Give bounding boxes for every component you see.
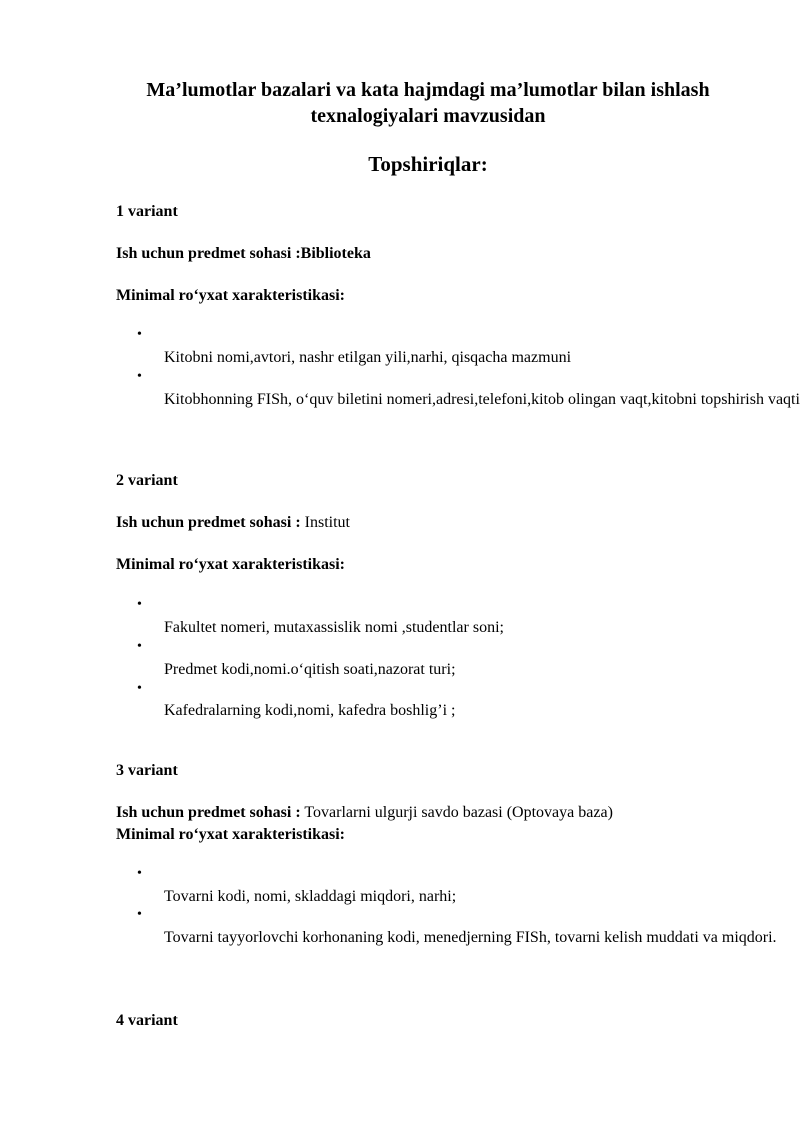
variant-1-heading: 1 variant <box>116 203 178 220</box>
bullet-icon: • <box>137 597 142 612</box>
variant-4-heading: 4 variant <box>116 1012 178 1029</box>
list-item: Tovarni kodi, nomi, skladdagi miqdori, narhi; <box>164 888 457 905</box>
variant-1-domain <box>116 245 371 263</box>
list-item: Predmet kodi,nomi.o‘qitish soati,nazorat turi; <box>164 661 456 678</box>
bullet-icon: • <box>137 327 142 342</box>
bullet-icon: • <box>137 681 142 696</box>
variant-2-list-label: Minimal ro‘yxat xarakteristikasi: <box>116 556 346 573</box>
variant-3-domain <box>116 804 613 822</box>
variant-2-domain <box>116 514 350 532</box>
domain-label: Ish uchun predmet sohasi : <box>116 514 301 531</box>
domain-label: Ish uchun predmet sohasi : <box>116 245 301 262</box>
list-item: Tovarni tayyorlovchi korhonaning kodi, menedjerning FISh, tovarni kelish muddati va miqdori. <box>164 929 777 946</box>
domain-label: Ish uchun predmet sohasi : <box>116 804 301 821</box>
bullet-icon: • <box>137 639 142 654</box>
variant-2-heading: 2 variant <box>116 472 178 489</box>
document-title-line1: Ma’lumotlar bazalari va kata hajmdagi ma’lumotlar bilan ishlash <box>146 79 710 101</box>
domain-value: Tovarlarni ulgurji savdo bazasi (Optovaya baza) <box>300 804 613 821</box>
variant-3-list-label: Minimal ro‘yxat xarakteristikasi: <box>116 826 346 843</box>
domain-value: Biblioteka <box>300 245 371 262</box>
bullet-icon: • <box>137 866 142 881</box>
document-subtitle: Topshiriqlar: <box>368 152 488 176</box>
document-title-line2: texnalogiyalari mavzusidan <box>310 105 546 127</box>
bullet-icon: • <box>137 907 142 922</box>
list-item: Kitobhonning FISh, o‘quv biletini nomeri,adresi,telefoni,kitob olingan vaqt,kitobni topshirish vaqti <box>164 391 800 408</box>
bullet-icon: • <box>137 369 142 384</box>
domain-value: Institut <box>300 514 350 531</box>
variant-1-list-label: Minimal ro‘yxat xarakteristikasi: <box>116 287 346 304</box>
variant-3-heading: 3 variant <box>116 762 178 779</box>
list-item: Kitobni nomi,avtori, nashr etilgan yili,narhi, qisqacha mazmuni <box>164 349 572 366</box>
list-item: Fakultet nomeri, mutaxassislik nomi ,studentlar soni; <box>164 619 504 636</box>
list-item: Kafedralarning kodi,nomi, kafedra boshlig’i ; <box>164 702 456 719</box>
